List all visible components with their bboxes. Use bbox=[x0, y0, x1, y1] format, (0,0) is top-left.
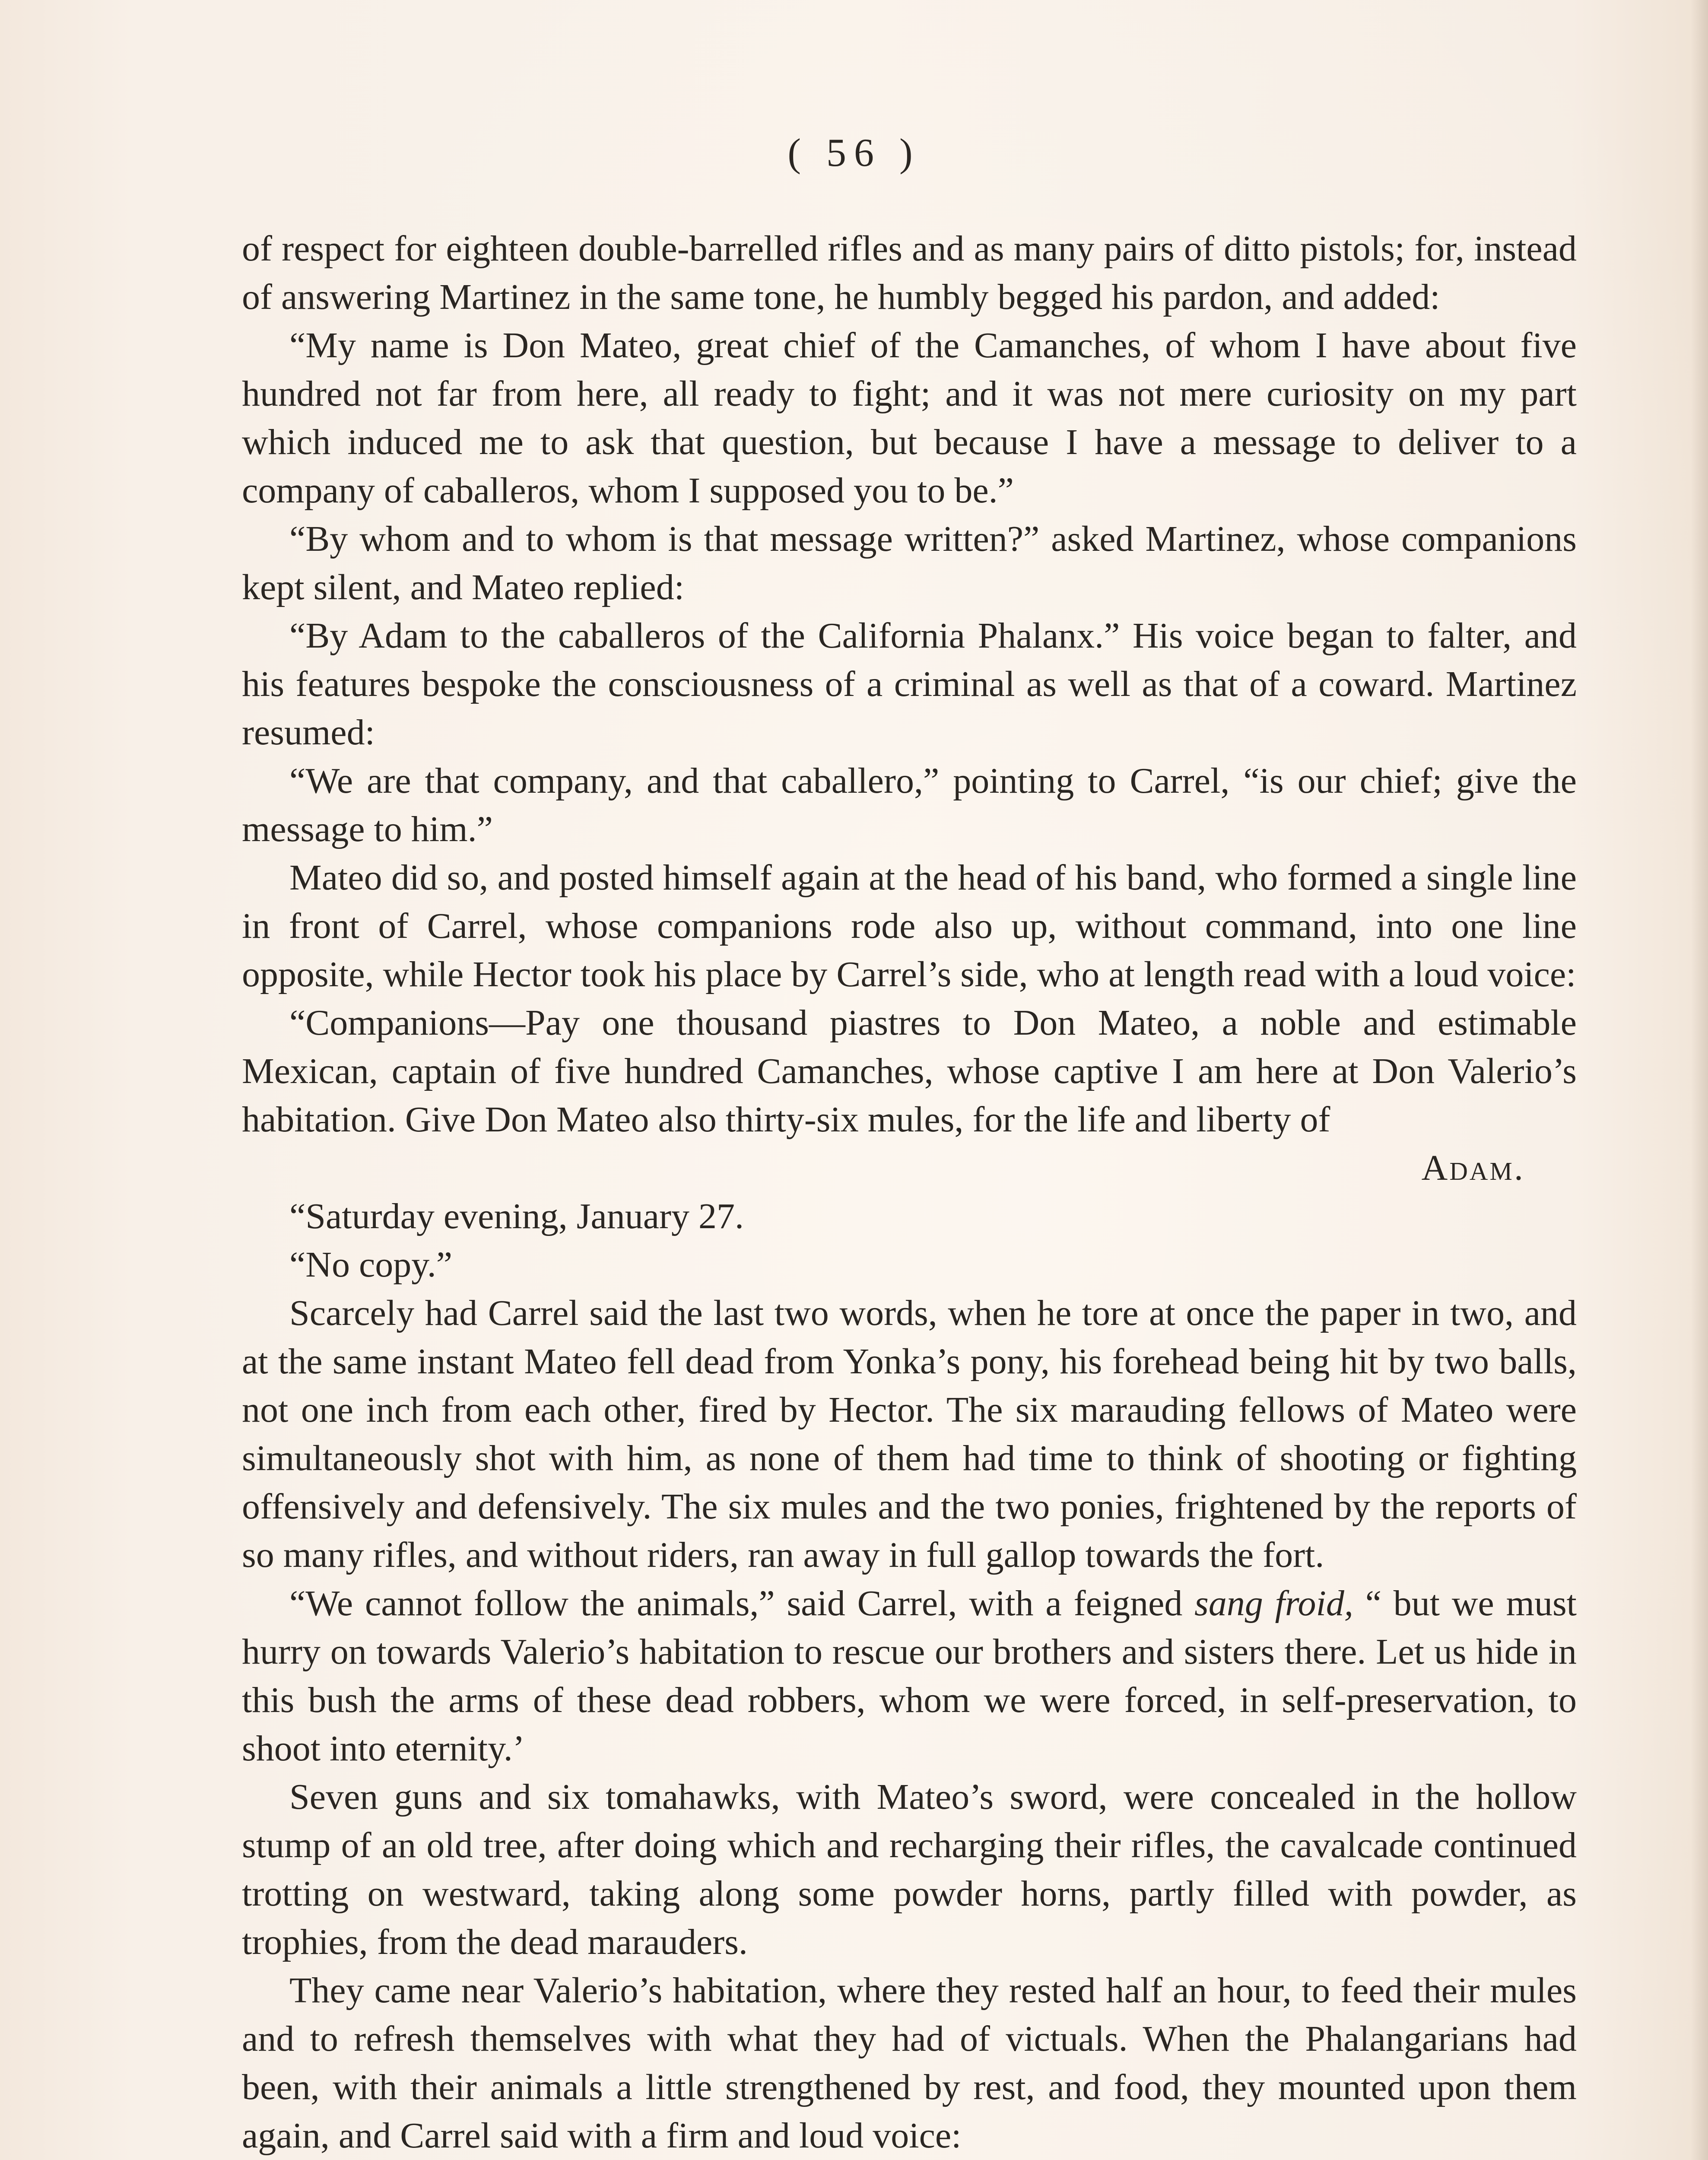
paragraph bbox=[242, 999, 1577, 1144]
paragraph: “We are that company, and that caballero,” pointing to Carrel, “is our chief; give the message to him.” bbox=[242, 761, 1577, 849]
signature-line bbox=[242, 1144, 1577, 1192]
letter-signature: Adam. bbox=[1421, 1148, 1525, 1188]
paragraph: Mateo did so, and posted himself again at the head of his band, who formed a single line in front of Carrel, whose companions rode also up, without command, into one line opposite, while Hector took his place by Carrel’s side, who at length read with a loud voice: bbox=[242, 858, 1577, 994]
page-edge-shadow bbox=[1691, 0, 1708, 2160]
paragraph: “By Adam to the caballeros of the California Phalanx.” His voice began to falter, and his features bespoke the consciousness of a criminal as well as that of a coward. Martinez resumed: bbox=[242, 616, 1577, 753]
paragraph: “By whom and to whom is that message written?” asked Martinez, whose companions kept silent, and Mateo replied: bbox=[242, 519, 1577, 607]
italic-phrase: sang froid, bbox=[1194, 1583, 1353, 1623]
paragraph-text: “We cannot follow the animals,” said Carrel, with a feigned bbox=[289, 1583, 1183, 1623]
paragraph-text: “ but we must hurry on towards Valerio’s habitation to rescue our brothers and sisters there. Let us hide in this bush the arms of these dead robbers, whom we were forced, in self-preservation, to shoot into eternity.’ bbox=[242, 1583, 1577, 1769]
paragraph: of respect for eighteen double-barrelled rifles and as many pairs of ditto pistols; for, instead of answering Martinez in the same tone, he humbly begged his pardon, and added: bbox=[242, 229, 1577, 317]
paragraph: Seven guns and six tomahawks, with Mateo’s sword, were concealed in the hollow stump of an old tree, after doing which and recharging their rifles, the cavalcade continued trotting on westward, taking along some powder horns, partly filled with powder, as trophies, from the dead marauders. bbox=[242, 1777, 1577, 1962]
paragraph: They came near Valerio’s habitation, where they rested half an hour, to feed their mules and to refresh themselves with what they had of victuals. When the Phalangarians had been, with their animals a little strengthened by rest, and food, they mounted upon them again, and Carrel said with a firm and loud voice: bbox=[242, 1970, 1577, 2156]
letter-text: “Companions—Pay one thousand piastres to Don Mateo, a noble and estimable Mexican, captain of five hundred Camanches, whose captive I am here at Don Valerio’s habitation. Give Don Mateo also thirty-six mules, for the life and liberty of bbox=[242, 1003, 1577, 1140]
page-number: ( 56 ) bbox=[787, 130, 921, 175]
paragraph: Scarcely had Carrel said the last two words, when he tore at once the paper in two, and at the same instant Mateo fell dead from Yonka’s pony, his forehead being hit by two balls, not one inch from each other, fired by Hector. The six marauding fellows of Mateo were simultaneously shot with him, as none of them had time to think of shooting or fighting offensively and defensively. The six mules and the two ponies, frightened by the reports of so many rifles, and without riders, ran away in full gallop towards the fort. bbox=[242, 1293, 1577, 1575]
paragraph: “No copy.” bbox=[289, 1245, 453, 1285]
page-body-text bbox=[242, 225, 1577, 2160]
paragraph: “Saturday evening, January 27. bbox=[289, 1196, 744, 1236]
paragraph: “My name is Don Mateo, great chief of the Camanches, of whom I have about five hundred not far from here, all ready to fight; and it was not mere curiosity on my part which induced me to ask that question, but because I have a message to deliver to a company of caballeros, whom I supposed you to be.” bbox=[242, 325, 1577, 511]
paragraph bbox=[242, 1579, 1577, 1773]
